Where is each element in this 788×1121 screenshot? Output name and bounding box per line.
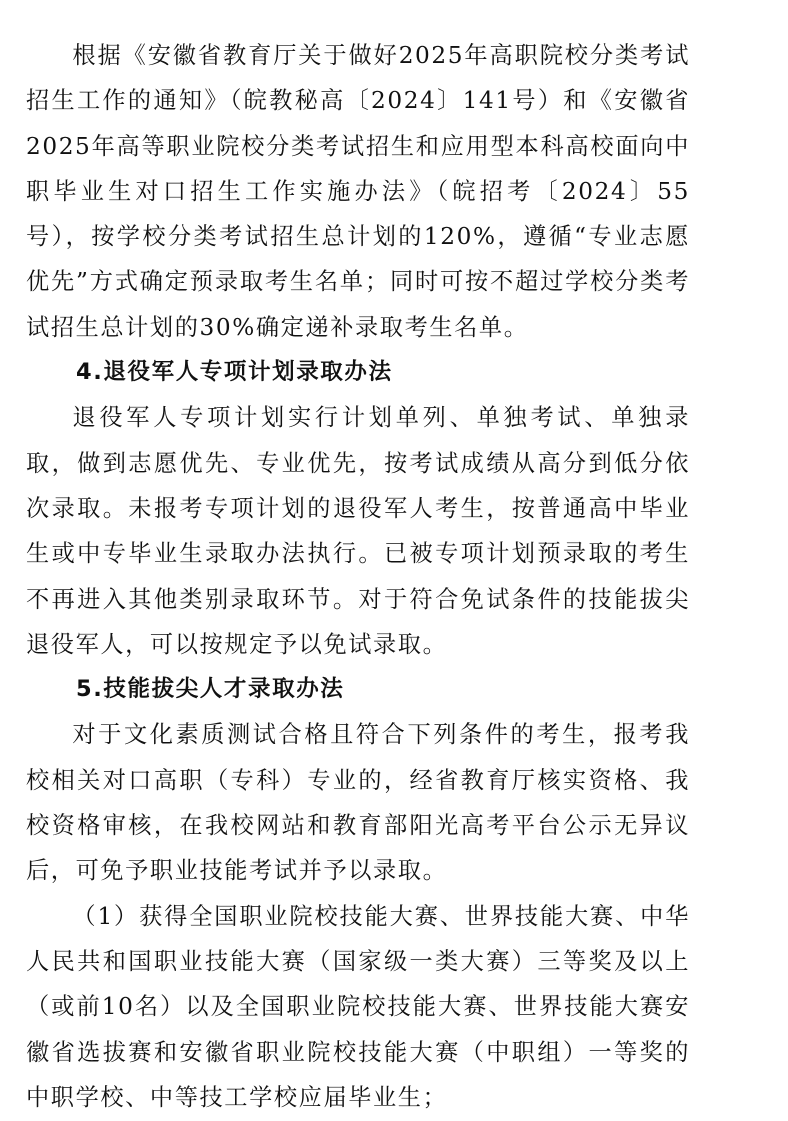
paragraph-skilled-talent: 对于文化素质测试合格且符合下列条件的考生，报考我校相关对口高职（专科）专业的，经省教育厅核实资格、我校资格审核，在我校网站和教育部阳光高考平台公示无异议后，可免予职业技能考试并予以录取。 (26, 721, 690, 885)
paragraph-condition-1: （1）获得全国职业院校技能大赛、世界技能大赛、中华人民共和国职业技能大赛（国家级一类大赛）三等奖及以上（或前10名）以及全国职业院校技能大赛、世界技能大赛安徽省选拔赛和安徽省职业院校技能大赛（中职组）一等奖的中职学校、中等技工学校应届毕业生； (26, 902, 690, 1111)
paragraph-veterans-plan: 退役军人专项计划实行计划单列、单独考试、单独录取，做到志愿优先、专业优先，按考试成绩从高分到低分依次录取。未报考专项计划的退役军人考生，按普通高中毕业生或中专毕业生录取办法执行。已被专项计划预录取的考生不再进入其他类别录取环节。对于符合免试条件的技能拔尖退役军人，可以按规定予以免试录取。 (26, 404, 690, 658)
paragraph-admission-basis: 根据《安徽省教育厅关于做好2025年高职院校分类考试招生工作的通知》（皖教秘高〔2024〕141号）和《安徽省2025年高等职业院校分类考试招生和应用型本科高校面向中职毕业生对口招生工作实施办法》（皖招考〔2024〕55号），按学校分类考试招生总计划的120%，遵循“专业志愿优先”方式确定预录取考生名单；同时可按不超过学校分类考试招生总计划的30%确定递补录取考生名单。 (26, 42, 690, 341)
heading-veterans-plan: 4.退役军人专项计划录取办法 (76, 359, 393, 386)
heading-skilled-talent: 5.技能拔尖人才录取办法 (76, 676, 345, 703)
document-page (26, 33, 690, 1120)
